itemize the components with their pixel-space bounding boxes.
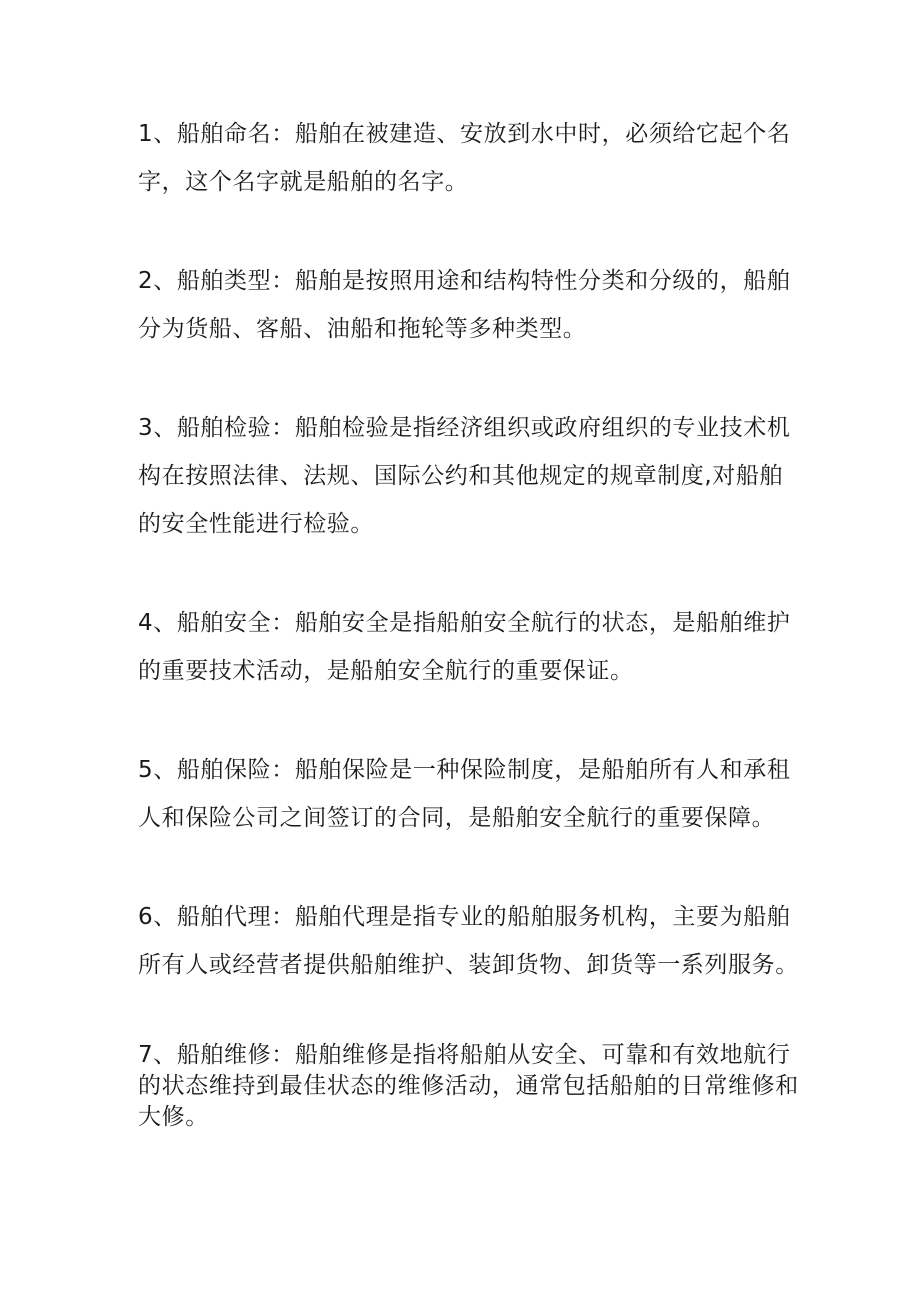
paragraph-ship-agency bbox=[138, 893, 799, 989]
paragraph-ship-maintenance bbox=[138, 1040, 799, 1133]
paragraph-line: 的状态维持到最佳状态的维修活动，通常包括船舶的日常维修和 bbox=[138, 1073, 799, 1099]
paragraph-ship-inspection bbox=[138, 404, 790, 548]
paragraph-line: 构在按照法律、法规、国际公约和其他规定的规章制度,对船舶 bbox=[138, 463, 784, 489]
paragraph-line: 4、船舶安全：船舶安全是指船舶安全航行的状态，是船舶维护 bbox=[138, 610, 791, 636]
paragraph-ship-type bbox=[138, 257, 790, 353]
paragraph-line: 6、船舶代理：船舶代理是指专业的船舶服务机构，主要为船舶 bbox=[138, 904, 791, 930]
paragraph-line: 人和保险公司之间签订的合同，是船舶安全航行的重要保障。 bbox=[138, 805, 776, 831]
paragraph-line: 大修。 bbox=[138, 1104, 209, 1130]
paragraph-line: 所有人或经营者提供船舶维护、装卸货物、卸货等一系列服务。 bbox=[138, 952, 799, 978]
paragraph-line: 2、船舶类型：船舶是按照用途和结构特性分类和分级的，船舶 bbox=[138, 268, 791, 294]
paragraph-line: 的重要技术活动，是船舶安全航行的重要保证。 bbox=[138, 658, 634, 684]
paragraph-ship-naming bbox=[138, 110, 790, 206]
paragraph-ship-safety bbox=[138, 599, 790, 695]
paragraph-line: 5、船舶保险：船舶保险是一种保险制度，是船舶所有人和承租 bbox=[138, 757, 791, 783]
paragraph-line: 1、船舶命名：船舶在被建造、安放到水中时，必须给它起个名 bbox=[138, 121, 791, 147]
paragraph-ship-insurance bbox=[138, 746, 790, 842]
paragraph-line: 字，这个名字就是船舶的名字。 bbox=[138, 169, 469, 195]
paragraph-line: 分为货船、客船、油船和拖轮等多种类型。 bbox=[138, 316, 587, 342]
paragraph-line: 7、船舶维修：船舶维修是指将船舶从安全、可靠和有效地航行 bbox=[138, 1042, 791, 1068]
paragraph-line: 3、船舶检验：船舶检验是指经济组织或政府组织的专业技术机 bbox=[138, 415, 791, 441]
paragraph-line: 的安全性能进行检验。 bbox=[138, 511, 374, 537]
